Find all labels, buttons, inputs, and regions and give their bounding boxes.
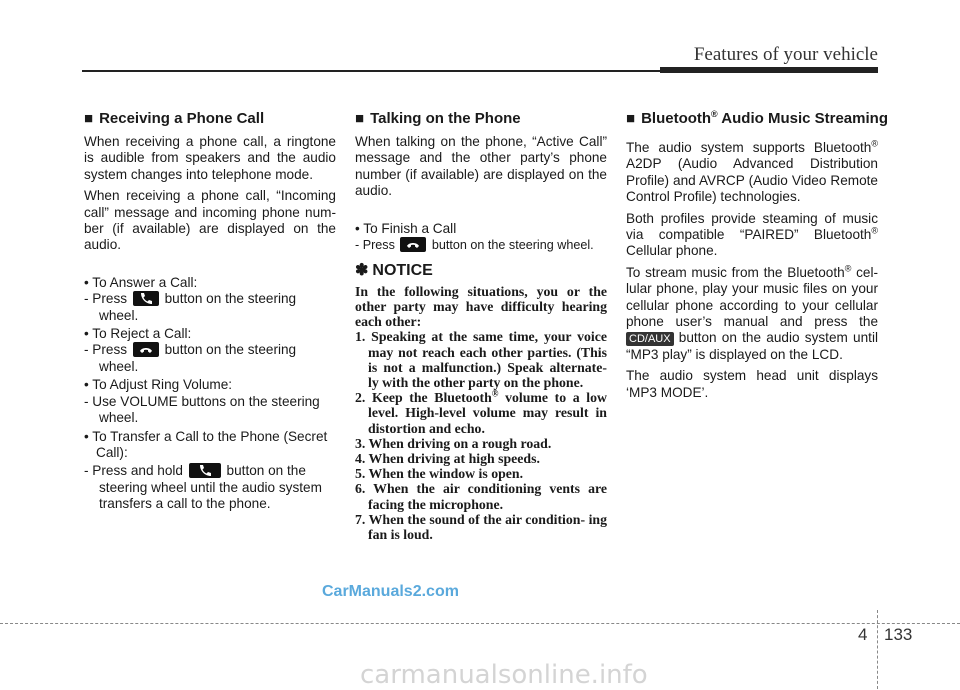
paragraph: When receiving a phone call, “Incoming call” message and incoming phone num- ber (if available) are displayed on the audio. <box>84 188 336 253</box>
section-title: Features of your vehicle <box>693 44 878 65</box>
bullet-reject-call: • To Reject a Call: <box>84 326 192 342</box>
phone-call-icon <box>133 291 159 306</box>
notice-intro: In the following situations, you or the other party may have difficulty hearing each other: <box>355 283 607 330</box>
notice-star-icon: ✽ <box>355 262 369 280</box>
heading-audio-streaming: ■ Bluetooth® Audio Music Streaming <box>626 109 888 127</box>
bullet-finish-call: • To Finish a Call <box>355 220 457 236</box>
notice-list <box>355 329 607 542</box>
header-rule <box>82 70 660 72</box>
paragraph: The audio system supports Bluetooth® A2DP (Audio Advanced Distribution Profile) and AVRCP (Audio Video Remote Control Profile) technologies. <box>626 138 878 205</box>
phone-call-icon <box>189 463 221 478</box>
instruction-answer: - Press button on the steering wheel. <box>84 291 297 323</box>
paragraph: Both profiles provide steaming of music via compatible “PAIRED” Bluetooth® Cellular phone. <box>626 210 878 259</box>
header-rule-thick <box>660 67 878 73</box>
heading-receiving-call: ■ Receiving a Phone Call <box>84 110 265 127</box>
instruction-reject: - Press button on the steering wheel. <box>84 342 297 374</box>
footer-divider <box>877 610 878 689</box>
watermark-logo: CarManuals2.com <box>322 583 459 600</box>
paragraph: When receiving a phone call, a ringtone is audible from speakers and the audio system changes into telephone mode. <box>84 134 336 182</box>
bullet-ring-volume: • To Adjust Ring Volume: <box>84 377 233 393</box>
instruction-finish: - Press button on the steering wheel. <box>355 238 594 253</box>
footer-rule <box>0 623 960 624</box>
notice-body <box>355 284 607 542</box>
bullet-answer-call: • To Answer a Call: <box>84 274 198 290</box>
list-item: 4. When driving at high speeds. <box>355 451 540 467</box>
column-receiving-call <box>84 110 336 515</box>
cd-aux-button-icon: CD/AUX <box>626 332 674 346</box>
list-item: 1. Speaking at the same time, your voice may not reach each other parties. (This is not a malfunction.) Speak alternate- ly with the other party on the phone. <box>355 329 607 391</box>
phone-hangup-icon <box>133 342 159 357</box>
list-item: 2. Keep the Bluetooth® volume to a low level. High-level volume may result in distortion and echo. <box>355 388 607 436</box>
square-bullet: ■ <box>84 110 94 127</box>
list-item: 6. When the air conditioning vents are facing the microphone. <box>355 481 607 512</box>
instruction-volume: - Use VOLUME buttons on the steering wheel. <box>84 393 320 426</box>
page-number: 133 <box>884 625 913 644</box>
paragraph: When talking on the phone, “Active Call” message and the other party’s phone number (if available) are displayed on the audio. <box>355 134 607 199</box>
paragraph: To stream music from the Bluetooth® cel- lular phone, play your music files on your cellular phone according to your cellular phone user’s manual and press the CD/AUX button on the audio system until “MP3 play” is displayed on the LCD. <box>626 263 879 362</box>
column-audio-streaming <box>626 109 888 406</box>
column-talking-phone <box>355 110 607 542</box>
chapter-number: 4 <box>858 625 868 644</box>
instruction-transfer: - Press and hold button on the steering wheel until the audio system transfers a call to the phone. <box>84 463 322 512</box>
square-bullet: ■ <box>355 110 365 127</box>
list-item: 5. When the window is open. <box>355 466 524 482</box>
square-bullet: ■ <box>626 110 636 127</box>
bullet-transfer-call: • To Transfer a Call to the Phone (Secret Call): <box>84 428 328 460</box>
list-item: 7. When the sound of the air condition- ing fan is loud. <box>355 511 607 543</box>
phone-hangup-icon <box>400 237 426 252</box>
footer-site-watermark: carmanualsonline.info <box>360 660 648 690</box>
list-item: 3. When driving on a rough road. <box>355 435 552 451</box>
paragraph: The audio system head unit displays ‘MP3 MODE’. <box>626 368 878 400</box>
heading-talking-phone: ■ Talking on the Phone <box>355 110 521 127</box>
notice-heading: ✽ NOTICE <box>355 262 433 280</box>
